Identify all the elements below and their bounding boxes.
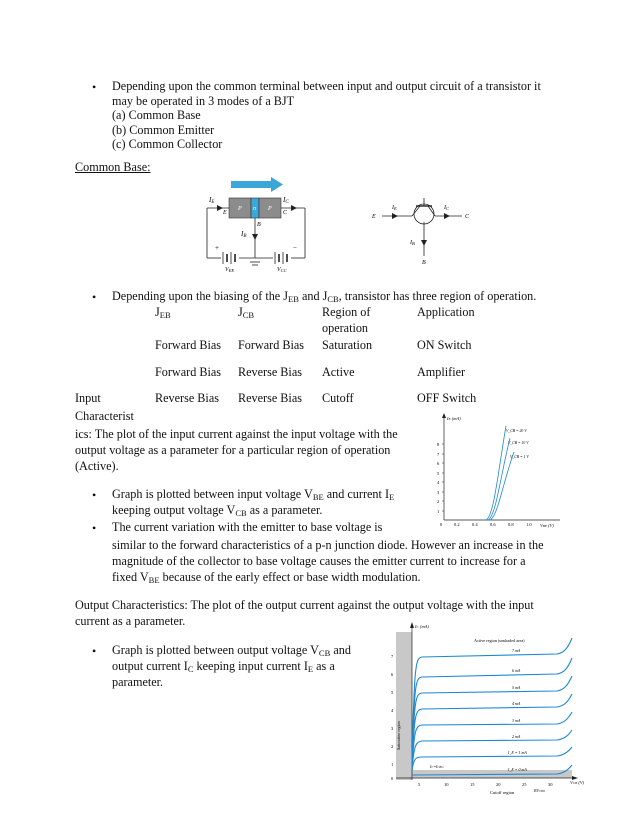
- xtick: 20: [496, 782, 501, 787]
- ie-label: IE: [209, 196, 215, 205]
- input-curve-label: V_CB = 10 V: [508, 441, 529, 445]
- output-bullet-line-2: output current $I_C$ keeping input current $I_E$ as a: [112, 659, 335, 674]
- input-curve-label: V_CB = 1 V: [510, 455, 529, 459]
- xtick: 5: [418, 782, 421, 787]
- table-header-jeb: $J_{EB}$: [155, 305, 171, 320]
- ytick: 6: [437, 461, 440, 466]
- vee-label: VEE: [225, 267, 235, 273]
- xtick: 0.8: [508, 522, 514, 527]
- table-cell: Forward Bias: [155, 338, 222, 352]
- minus-sign: −: [293, 244, 297, 252]
- saturation-region-label: Saturation region: [396, 721, 401, 750]
- table-header-jcb: $J_{CB}$: [238, 305, 255, 320]
- xtick: 0.6: [490, 522, 496, 527]
- plus-sign: +: [215, 244, 219, 252]
- output-graph-xlabel: VCB (V): [570, 780, 585, 785]
- output-graph-yticks: [391, 654, 394, 781]
- input-char-line-2: ics: The plot of the input current against the input voltage with the: [75, 427, 398, 441]
- output-characteristics-graph: [382, 620, 585, 798]
- mode-a: (a) Common Base: [112, 108, 201, 122]
- ytick: 0: [391, 776, 394, 781]
- table-cell: Reverse Bias: [238, 391, 302, 405]
- bullet-dot: •: [92, 80, 97, 94]
- xtick: 10: [444, 782, 449, 787]
- active-region-label: Active region (unshaded area): [474, 638, 525, 643]
- ytick: 6: [391, 672, 394, 677]
- output-char-line-2: current as a parameter.: [75, 614, 186, 628]
- curve-label: 4 mA: [512, 701, 521, 706]
- xtick: 0.2: [454, 522, 460, 527]
- sym-e-label: E: [372, 214, 376, 220]
- b-label: B: [257, 222, 261, 228]
- curve-label: I_E = 1 mA: [508, 750, 527, 755]
- table-cell: Forward Bias: [155, 365, 222, 379]
- curve-label: 3 mA: [512, 718, 521, 723]
- ytick: 1: [437, 509, 440, 514]
- table-header-region-1: Region of: [322, 305, 371, 319]
- input-label: Input: [75, 391, 101, 405]
- output-curves: [412, 638, 572, 775]
- sym-ic-label: IC: [444, 205, 450, 211]
- table-header-region-2: operation: [322, 321, 369, 335]
- input-curve-label: V_CB = 20 V: [506, 429, 527, 433]
- ytick: 5: [391, 690, 394, 695]
- sym-b-label: B: [422, 260, 426, 266]
- biasing-line: Depending upon the biasing of the $J_{EB}$ and $J_{CB}$, transistor has three region of operation.: [112, 289, 537, 304]
- input-char-line-4: (Active).: [75, 459, 119, 473]
- ytick: 0: [440, 522, 443, 527]
- bullet-dot: •: [92, 644, 97, 658]
- ytick: 3: [391, 726, 394, 731]
- curve-7ma: [412, 638, 572, 770]
- input-bullet-2-line-3: magnitude of the collector to base voltage causes the emitter current to increase for a: [112, 554, 526, 568]
- ytick: 2: [437, 499, 440, 504]
- table-cell: Active: [322, 365, 355, 379]
- xtick: 25: [522, 782, 527, 787]
- input-curve-20v: [486, 426, 506, 520]
- ytick: 7: [391, 654, 394, 659]
- intro-line-2: may be operated in 3 modes of a BJT: [112, 94, 295, 108]
- input-graph-ylabel: IE (mA): [447, 416, 461, 421]
- table-cell: OFF Switch: [417, 391, 477, 405]
- table-cell: Forward Bias: [238, 338, 305, 352]
- sym-ie-label: IE: [392, 205, 397, 211]
- input-curve-10v: [488, 438, 510, 520]
- bvcbo-label: BVCBO: [534, 788, 545, 793]
- ib-label: IB: [241, 230, 247, 239]
- saturation-shade: [396, 632, 412, 780]
- curve-label: 5 mA: [512, 685, 521, 690]
- vcc-label: VCC: [277, 267, 287, 273]
- mode-c: (c) Common Collector: [112, 137, 223, 151]
- ytick: 3: [437, 490, 440, 495]
- curve-label: 6 mA: [512, 668, 521, 673]
- table-header-application: Application: [417, 305, 475, 319]
- xtick: 15: [470, 782, 475, 787]
- output-graph-ylabel: IC (mA): [415, 624, 429, 629]
- input-bullet-1-line-2: keeping output voltage $V_{CB}$ as a parameter.: [112, 503, 323, 518]
- input-bullet-2-line-1: The current variation with the emitter to base voltage is: [112, 520, 383, 534]
- ytick: 1: [391, 762, 394, 767]
- curve-label: 7 mA: [512, 648, 521, 653]
- ico-label: IC=ICBO: [430, 764, 444, 769]
- table-cell: ON Switch: [417, 338, 472, 352]
- input-graph-yticks: [437, 442, 444, 527]
- input-bullet-2-line-4: fixed $V_{BE}$ because of the early effect or base width modulation.: [112, 570, 421, 585]
- input-graph-xticks: [454, 522, 532, 527]
- e-label: E: [223, 210, 227, 216]
- transistor-symbol: [370, 196, 475, 266]
- ytick: 5: [437, 471, 440, 476]
- input-bullet-1-line-1: Graph is plotted between input voltage $V_{BE}$ and current $I_E$: [112, 487, 395, 502]
- output-curve-labels: [507, 648, 527, 772]
- input-char-line-1: Characterist: [75, 409, 134, 423]
- output-graph-xticks: [418, 782, 553, 787]
- bullet-dot: •: [92, 521, 97, 535]
- common-base-heading: Common Base:: [75, 160, 151, 174]
- ytick: 4: [437, 480, 440, 485]
- output-char-line-1: Output Characteristics: The plot of the output current against the output voltage with the input: [75, 598, 534, 612]
- output-bullet-line-3: parameter.: [112, 675, 164, 689]
- bullet-dot: •: [92, 290, 97, 304]
- intro-line-1: Depending upon the common terminal between input and output circuit of a transistor it: [112, 79, 541, 93]
- input-bullet-2-line-2: similar to the forward characteristics of a p-n junction diode. However an increase in the: [112, 538, 544, 552]
- p2-label: P: [268, 206, 272, 212]
- ytick: 2: [391, 744, 394, 749]
- sym-c-label: C: [465, 214, 470, 220]
- xtick: 1.0: [526, 522, 532, 527]
- input-char-line-3: output voltage as a parameter for a particular region of operation: [75, 443, 391, 457]
- table-cell: Saturation: [322, 338, 373, 352]
- ytick: 8: [437, 442, 440, 447]
- ytick: 7: [437, 452, 440, 457]
- curve-6ma: [412, 658, 572, 770]
- sym-ib-label: IB: [410, 240, 415, 246]
- common-base-circuit-diagram: [195, 176, 320, 272]
- bullet-dot: •: [92, 488, 97, 502]
- ytick: 4: [391, 708, 394, 713]
- xtick: 30: [548, 782, 553, 787]
- curve-label: I_E = 0 mA: [508, 767, 527, 772]
- curve-4ma: [412, 694, 572, 770]
- table-cell: Reverse Bias: [155, 391, 219, 405]
- mode-b: (b) Common Emitter: [112, 123, 215, 137]
- table-cell: Cutoff: [322, 391, 354, 405]
- xtick: 0.4: [472, 522, 478, 527]
- curve-label: 2 mA: [512, 734, 521, 739]
- input-graph-xlabel: VBE (V): [540, 523, 554, 528]
- c-label: C: [283, 210, 288, 216]
- ic-label: IC: [283, 196, 289, 205]
- cutoff-region-label: Cutoff region: [490, 790, 515, 795]
- p1-label: P: [238, 206, 242, 212]
- output-bullet-line-1: Graph is plotted between output voltage $V_{CB}$ and: [112, 643, 351, 658]
- input-characteristics-graph: [428, 412, 568, 532]
- table-cell: Reverse Bias: [238, 365, 302, 379]
- n-label: n: [253, 206, 256, 212]
- table-cell: Amplifier: [417, 365, 466, 379]
